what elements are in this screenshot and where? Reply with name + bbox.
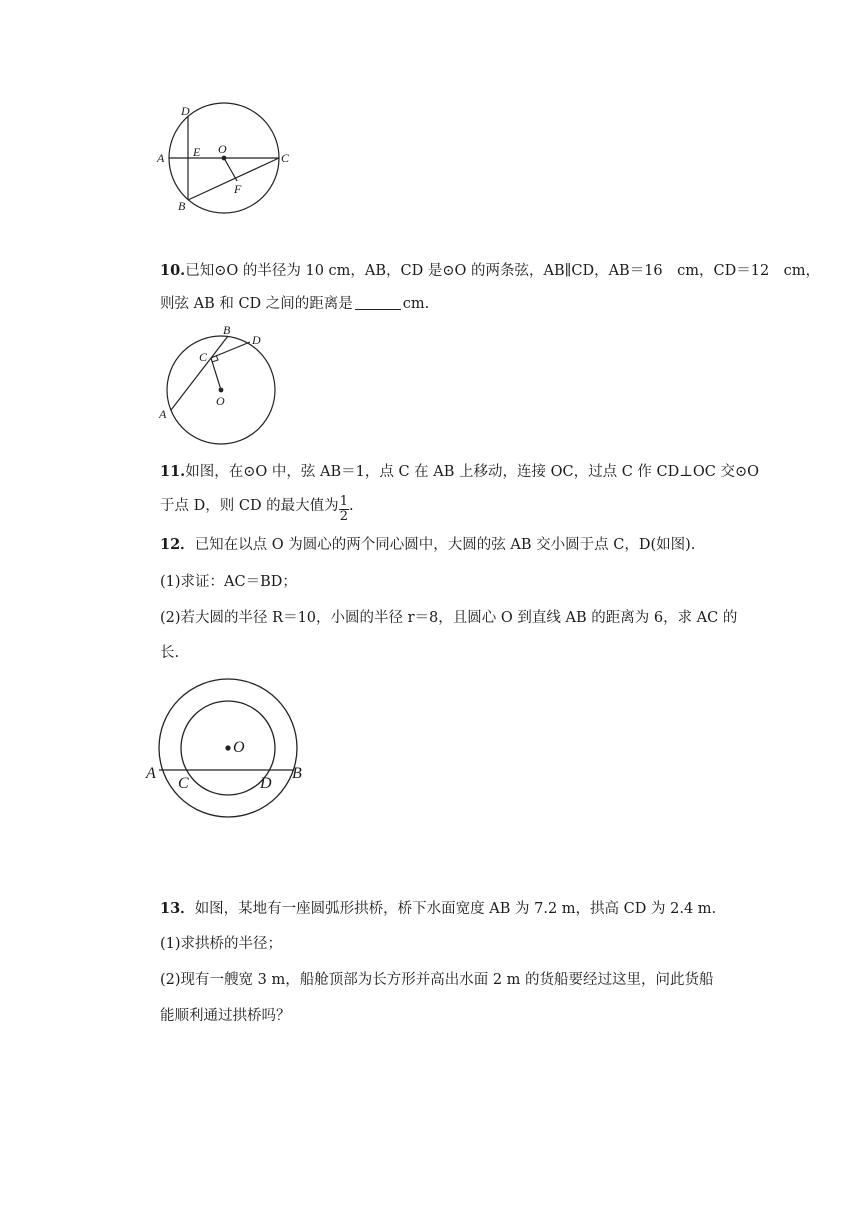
q12-number: 12． [160,536,195,553]
q13-line4 [160,1006,291,1026]
label-d: D [260,775,272,792]
q12-line1 [160,535,695,555]
label-d: D [252,333,261,347]
figure-q10 [155,322,285,447]
q13-line1 [160,899,716,919]
center-dot [219,388,224,393]
q12-text2: (1)求证：AC＝BD； [160,574,297,590]
q13-number: 13． [160,900,195,917]
segment-oc [211,358,221,390]
label-c: C [281,151,290,165]
q13-line3 [160,970,714,990]
q11-fraction [339,495,349,524]
q13-text1: 如图，某地有一座圆弧形拱桥，桥下水面宽度 AB 为 7.2 m，拱高 CD 为 2.4 m. [194,901,717,917]
q10-line2 [160,294,429,314]
q11-text2a: 于点 D，则 CD 的最大值为 [160,498,339,514]
label-b: B [292,765,302,782]
label-b: B [178,199,186,213]
q10-text2a: 则弦 AB 和 CD 之间的距离是 [160,296,353,312]
q10-number: 10. [160,262,186,279]
q12-text4: 长. [160,645,180,661]
q10-line1 [160,261,820,281]
label-a: A [159,407,167,421]
label-e: E [193,145,201,159]
q11-frac-denominator: 2 [339,509,348,524]
segment-of [224,158,237,181]
center-dot [225,745,230,750]
q11-number: 11. [160,463,186,480]
q13-line2 [160,934,282,954]
q12-line2 [160,572,297,592]
q11-line2 [160,495,354,524]
label-a: A [146,765,156,782]
q10-text2b: cm. [402,296,430,312]
q12-text1: 已知在以点 O 为圆心的两个同心圆中，大圆的弦 AB 交小圆于点 C，D(如图). [194,537,696,553]
q13-text3: (2)现有一艘宽 3 m，船舱顶部为长方形并高出水面 2 m 的货船要经过这里，问此货船 [160,972,714,988]
q12-text3: (2)若大圆的半径 R＝10，小圆的半径 r＝8，且圆心 O 到直线 AB 的距离为 6，求 AC 的 [160,610,738,626]
label-b: B [223,323,231,337]
label-d: D [181,104,190,118]
q11-text2b: . [348,498,354,514]
q10-answer-blank[interactable] [355,295,401,310]
q12-line4 [160,643,179,663]
label-o: O [233,739,245,756]
q10-text1: 已知⊙O 的半径为 10 cm，AB，CD 是⊙O 的两条弦，AB∥CD，AB＝16 cm，CD＝12 cm， [185,263,821,279]
figure-q9 [150,100,300,220]
center-dot [222,156,227,161]
label-a: A [157,151,165,165]
q11-text1: 如图，在⊙O 中，弦 AB＝1，点 C 在 AB 上移动，连接 OC，过点 C 作 CD⊥OC 交⊙O [185,464,759,480]
label-c: C [199,350,208,364]
label-c: C [178,775,189,792]
figure-q12 [142,678,322,823]
label-o: O [218,142,227,156]
q11-line1 [160,462,759,482]
label-o: O [216,394,225,408]
label-f: F [234,182,242,196]
q13-text4: 能顺利通过拱桥吗？ [160,1008,291,1024]
q11-frac-numerator: 1 [339,494,348,509]
q13-text2: (1)求拱桥的半径； [160,936,283,952]
q12-line3 [160,608,737,628]
